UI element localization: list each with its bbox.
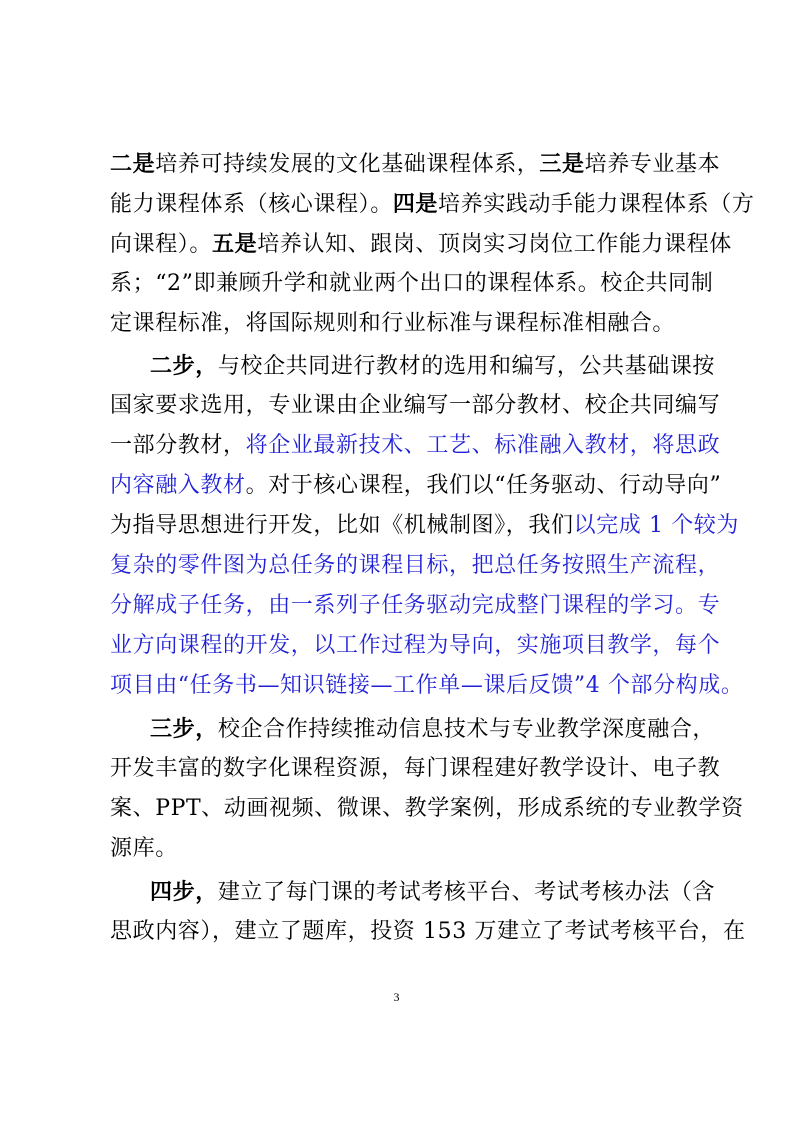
text-line [110,755,721,783]
text-run: 培养实践动手能力课程体系（方 [438,192,755,217]
text-run: 国家要求选用，专业课由企业编写一部分教材、校企共同编写 [110,393,721,418]
text-run: 三步， [150,716,218,742]
text-run: 思政内容），建立了题库，投资 153 万建立了考试考核平台，在 [110,919,746,944]
page-number: 3 [393,990,400,1004]
text-run: 内容融入教材 [110,473,246,498]
text-run: 项目由“任务书—知识链接—工作单—课后反馈”4 个部分构成。 [110,673,744,698]
text-run: 培养可持续发展的文化基础课程体系， [155,152,540,177]
text-run: 开发丰富的数字化课程资源，每门课程建好教学设计、电子教 [110,756,721,781]
text-run: 。对于核心课程，我们以“任务驱动、行动导向” [245,473,722,498]
text-line [110,150,721,179]
text-run: 与校企共同进行教材的选用和编写，公共基础课按 [217,354,716,379]
text-line [110,270,714,298]
text-run: 培养认知、跟岗、顶岗实习岗位工作能力课程体 [257,232,732,257]
text-run: 将企业最新技术、工艺、标准融入教材，将思政 [245,433,721,458]
text-run: 系；“2”即兼顾升学和就业两个出口的课程体系。校企共同制 [110,271,714,296]
text-line [110,392,721,420]
text-run: 五是 [212,231,258,257]
text-run: 一部分教材， [110,433,246,458]
text-run: 二步， [150,353,218,379]
text-run: 三是 [539,151,585,177]
text-line [110,310,690,338]
text-run: 定课程标准，将国际规则和行业标准与课程标准相融合。 [110,311,676,336]
text-line [110,432,721,460]
text-line [110,472,722,500]
text-run: 校企合作持续推动信息技术与专业教学深度融合， [217,717,716,742]
text-line [110,918,746,946]
text-run: 分解成子任务，由一系列子任务驱动完成整门课程的学习。专 [110,593,721,618]
text-line [110,835,690,863]
text-line [150,878,730,907]
text-run: 四是 [392,191,439,217]
text-line [110,632,721,660]
text-line [150,715,730,744]
text-run: 复杂的零件图为总任务的课程目标，把总任务按照生产流程， [110,553,721,578]
text-line [110,552,721,580]
text-run: 二是 [110,151,156,177]
text-run: 以完成 1 个较为 [573,513,739,538]
text-run: 为指导思想进行开发，比如《机械制图》，我们 [110,513,574,538]
text-line [110,795,744,823]
text-run: 培养专业基本 [584,152,721,177]
text-line [110,512,739,540]
text-run: 建立了每门课的考试考核平台、考试考核办法（含 [217,880,716,905]
text-run: 能力课程体系（核心课程）。 [110,192,393,217]
text-run: 案、PPT、动画视频、微课、教学案例，形成系统的专业教学资 [110,796,744,821]
text-line [110,592,721,620]
text-line [110,230,732,259]
text-line [150,352,730,381]
text-line [110,190,755,219]
text-run: 四步， [150,879,218,905]
text-run: 向课程）。 [110,232,213,257]
text-run: 业方向课程的开发，以工作过程为导向，实施项目教学，每个 [110,633,721,658]
text-line [110,672,744,700]
text-run: 源库。 [110,836,178,861]
